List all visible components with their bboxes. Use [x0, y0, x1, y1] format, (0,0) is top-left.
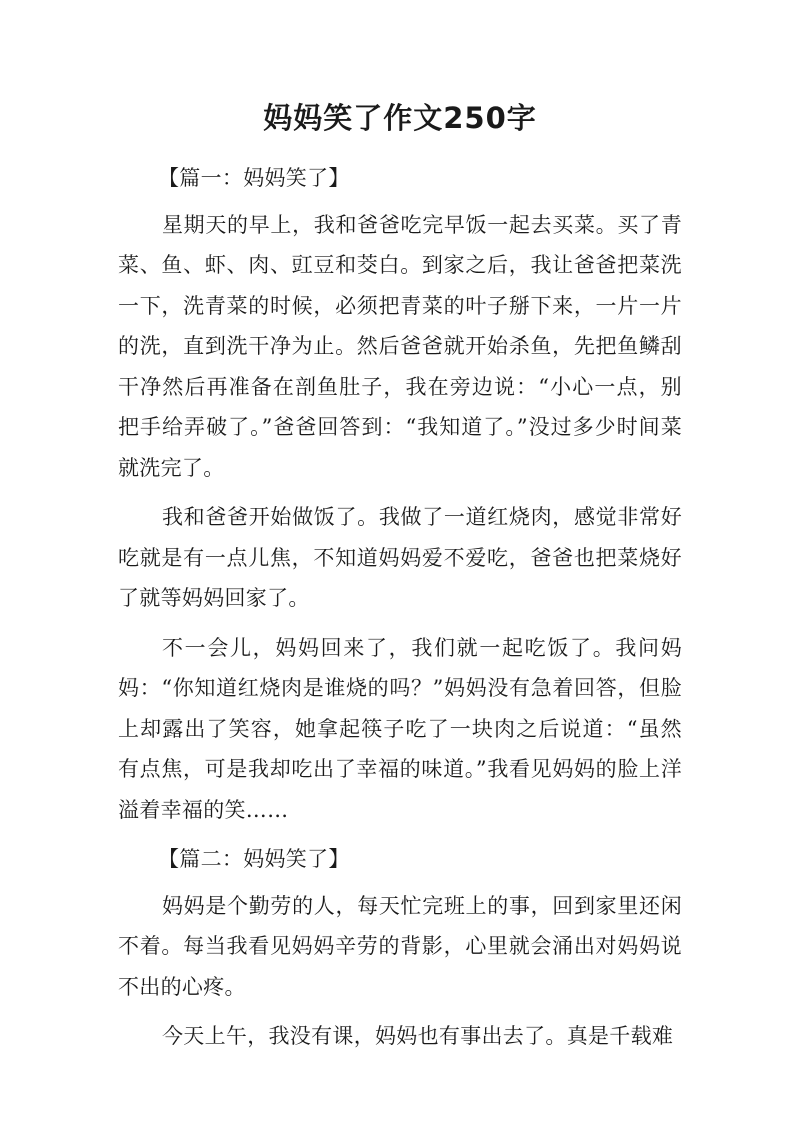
paragraph-1-2: 我和爸爸开始做饭了。我做了一道红烧肉，感觉非常好吃就是有一点儿焦，不知道妈妈爱不爱吃，爸爸也把菜烧好了就等妈妈回家了。	[118, 505, 682, 610]
paragraph-1-3: 不一会儿，妈妈回来了，我们就一起吃饭了。我问妈妈：“你知道红烧肉是谁烧的吗？”妈妈没有急着回答，但脸上却露出了笑容，她拿起筷子吃了一块肉之后说道：“虽然有点焦，可是我却吃出了幸福的味道。”我看见妈妈的脸上洋溢着幸福的笑……	[118, 635, 682, 822]
paragraph-1-1: 星期天的早上，我和爸爸吃完早饭一起去买菜。买了青菜、鱼、虾、肉、豇豆和茭白。到家之后，我让爸爸把菜洗一下，洗青菜的时候，必须把青菜的叶子掰下来，一片一片的洗，直到洗干净为止。然后爸爸就开始杀鱼，先把鱼鳞刮干净然后再准备在剖鱼肚子，我在旁边说：“小心一点，别把手给弄破了。”爸爸回答到：“我知道了。”没过多少时间菜就洗完了。	[118, 212, 682, 480]
section-heading-2: 【篇二：妈妈笑了】	[158, 847, 350, 871]
section-heading-1: 【篇一：妈妈笑了】	[158, 166, 350, 190]
paragraph-2-1: 妈妈是个勤劳的人，每天忙完班上的事，回到家里还闲不着。每当我看见妈妈辛劳的背影，心里就会涌出对妈妈说不出的心疼。	[118, 893, 682, 999]
paragraph-2-2: 今天上午，我没有课，妈妈也有事出去了。真是千载难	[162, 1024, 674, 1048]
document-title: 妈妈笑了作文250字	[263, 101, 537, 135]
